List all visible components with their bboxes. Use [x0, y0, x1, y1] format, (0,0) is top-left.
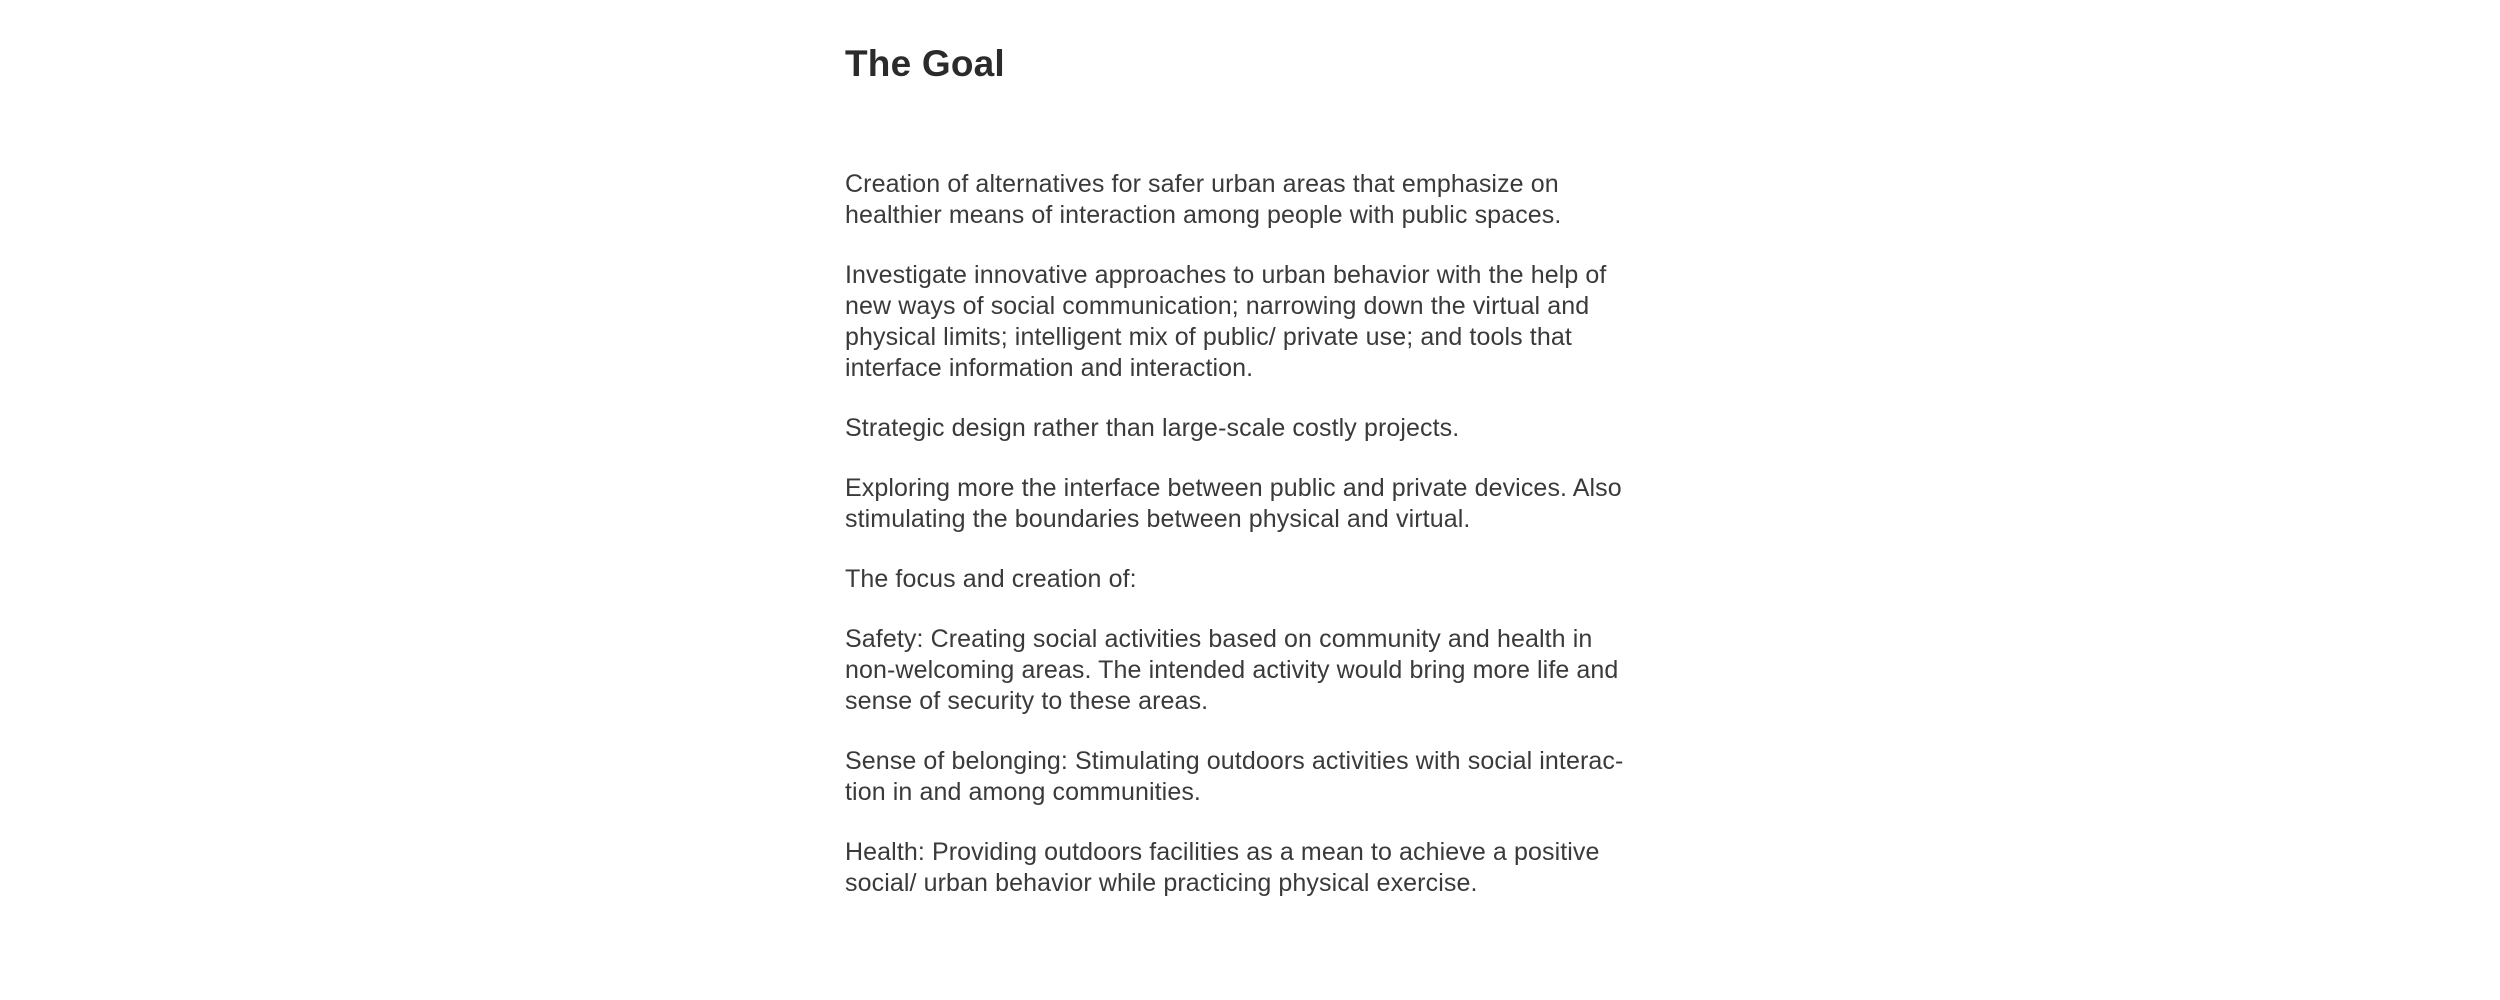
text-line: Sense of belonging: Stimulating outdoors activities with social interac- — [845, 747, 1624, 776]
text-line: physical limits; intelligent mix of public/ private use; and tools that — [845, 323, 1572, 352]
text-line: The focus and creation of: — [845, 565, 1137, 594]
text-line: Creation of alternatives for safer urban areas that emphasize on — [845, 170, 1559, 199]
text-line: Exploring more the interface between public and private devices. Also — [845, 474, 1622, 503]
paragraph-belonging — [845, 746, 1725, 808]
text-line: sense of security to these areas. — [845, 687, 1209, 716]
text-line: Strategic design rather than large-scale costly projects. — [845, 414, 1460, 443]
text-line: healthier means of interaction among people with public spaces. — [845, 201, 1562, 230]
text-line: new ways of social communication; narrowing down the virtual and — [845, 292, 1590, 321]
text-line: social/ urban behavior while practicing physical exercise. — [845, 869, 1478, 898]
text-line: interface information and interaction. — [845, 354, 1254, 383]
paragraph-goal-intro — [845, 169, 1725, 231]
text-line: Health: Providing outdoors facilities as a mean to achieve a positive — [845, 838, 1600, 867]
paragraph-exploring — [845, 473, 1725, 535]
document-body — [845, 169, 1725, 899]
document-page — [845, 42, 1725, 928]
paragraph-safety — [845, 624, 1725, 717]
paragraph-strategic-design — [845, 413, 1725, 444]
paragraph-focus-heading — [845, 564, 1725, 595]
text-line: Safety: Creating social activities based on community and health in — [845, 625, 1593, 654]
text-line: tion in and among communities. — [845, 778, 1201, 807]
page-title: The Goal — [845, 43, 1005, 84]
text-line: Investigate innovative approaches to urban behavior with the help of — [845, 261, 1607, 290]
paragraph-health — [845, 837, 1725, 899]
text-line: non-welcoming areas. The intended activity would bring more life and — [845, 656, 1619, 685]
text-line: stimulating the boundaries between physical and virtual. — [845, 505, 1471, 534]
paragraph-investigate — [845, 260, 1725, 384]
